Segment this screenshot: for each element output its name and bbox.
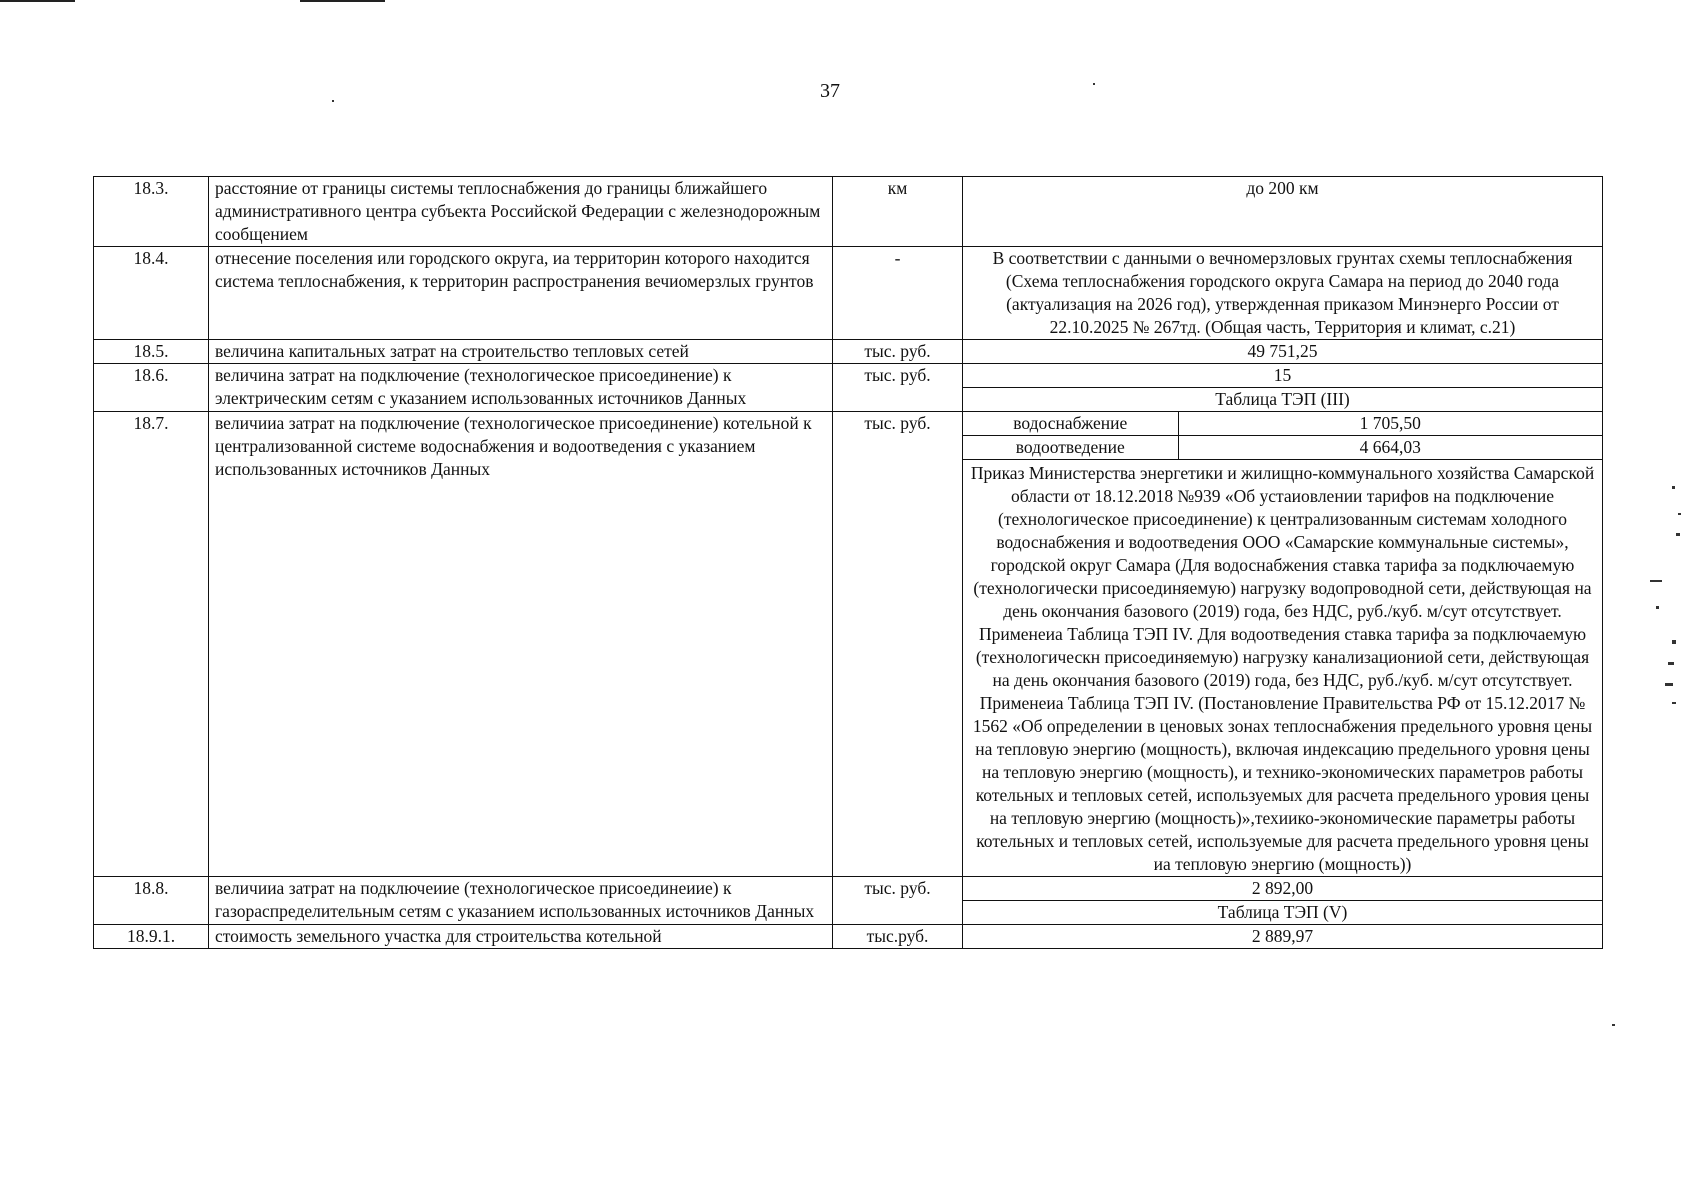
row-value-cell xyxy=(963,364,1603,412)
row-value-cell xyxy=(963,177,1603,247)
row-source: Таблица ТЭП (III) xyxy=(963,387,1602,411)
sub-value-label: водоснабжение xyxy=(963,412,1178,436)
row-unit: тыс. руб. xyxy=(833,877,963,925)
scan-artifact-line xyxy=(0,0,75,2)
scan-speck xyxy=(1656,606,1659,609)
row-description: стоимость земельного участка для строительства котельной xyxy=(209,925,833,949)
page-number: 37 xyxy=(820,80,840,102)
row-value: В соответствии с данными о вечномерзловых грунтах схемы теплоснабжения (Схема теплоснабжения городского округа Самара на период до 2040 года (актуализация на 2026 год), утвержденная приказом Минэнерго России от 22.10.2025 № 267тд. (Общая часть, Территория и климат, с.21) xyxy=(992,248,1573,337)
row-unit: тыс. руб. xyxy=(833,412,963,877)
scan-speck xyxy=(1650,580,1662,582)
sub-value: 4 664,03 xyxy=(1178,436,1602,460)
row-unit: тыс.руб. xyxy=(833,925,963,949)
row-description: величииа затрат на подключение (технологическое присоединение) котельной к централизованной системе водоснабжения и водоотведения с указанием использованных источников Данных xyxy=(209,412,833,877)
row-value: до 200 км xyxy=(1246,178,1319,198)
sub-values-table xyxy=(963,412,1602,460)
row-source: Таблица ТЭП (V) xyxy=(963,900,1602,924)
row-number: 18.9.1. xyxy=(94,925,209,949)
scan-artifact-line xyxy=(300,0,385,2)
table-row xyxy=(94,247,1603,340)
sub-value-row xyxy=(963,412,1602,436)
table-row xyxy=(94,340,1603,364)
row-unit: тыс. руб. xyxy=(833,340,963,364)
scan-speck xyxy=(1676,533,1680,536)
row-description: величина затрат на подключение (технологическое присоединение) к электрическим сетям с указанием использованных источников Данных xyxy=(209,364,833,412)
row-unit: тыс. руб. xyxy=(833,364,963,412)
table-row xyxy=(94,364,1603,412)
scan-speck xyxy=(1672,486,1675,489)
row-number: 18.4. xyxy=(94,247,209,340)
row-value: 2 889,97 xyxy=(1251,926,1314,946)
data-table xyxy=(93,176,1603,949)
scan-speck xyxy=(1612,1024,1615,1026)
sub-value: 1 705,50 xyxy=(1178,412,1602,436)
row-number: 18.3. xyxy=(94,177,209,247)
row-value-cell xyxy=(963,247,1603,340)
row-description: величина капитальных затрат на строительство тепловых сетей xyxy=(209,340,833,364)
row-number: 18.8. xyxy=(94,877,209,925)
row-number: 18.5. xyxy=(94,340,209,364)
table-row xyxy=(94,925,1603,949)
row-description: отнесение поселения или городского округа, иа территорин которого находится система теплоснабжения, к территорин распространения вечиомерзлых грунтов xyxy=(209,247,833,340)
row-value-cell xyxy=(963,340,1603,364)
scan-speck xyxy=(1668,662,1674,665)
table-row xyxy=(94,412,1603,877)
scan-speck xyxy=(1665,683,1673,686)
scan-speck xyxy=(1093,83,1095,85)
row-description: расстояние от границы системы теплоснабжения до границы ближайшего административного центра субъекта Российской Федерации с железнодорожным сообщением xyxy=(209,177,833,247)
row-value: 2 892,00 xyxy=(1251,878,1314,898)
scan-speck xyxy=(332,100,334,102)
row-value-cell xyxy=(963,412,1603,877)
row-description: величииа затрат на подключеиие (технологическое присоединеиие) к газораспределительным сетям с указанием использованных источников Данных xyxy=(209,877,833,925)
row-number: 18.7. xyxy=(94,412,209,877)
row-value-cell xyxy=(963,925,1603,949)
sub-value-label: водоотведение xyxy=(963,436,1178,460)
row-unit: км xyxy=(833,177,963,247)
row-unit: - xyxy=(833,247,963,340)
sub-value-row xyxy=(963,436,1602,460)
row-value: 15 xyxy=(1273,365,1292,385)
table-row xyxy=(94,877,1603,925)
scan-speck xyxy=(1672,640,1676,644)
scan-speck xyxy=(1672,702,1676,704)
row-source: Приказ Министерства энергетики и жилищно-коммунального хозяйства Самарской области от 18.12.2018 №939 «Об устаиовлении тарифов на подключение (технологическое присоединение) к централизованным системам холодного водоснабжения и водоотведения ООО «Самарские коммунальные системы», городской округ Самара (Для водоснабжения ставка тарифа за подключаемую (технологически присоединяемую) нагрузку водопроводной сети, действующая на день окончания базового (2019) года, без НДС, руб./куб. м/сут отсутствует. Применеиа Таблица ТЭП IV. Для водоотведения ставка тарифа за подключаемую (технологическн присоединяемую) нагрузку канализациониой сети, действующая на день окончания базового (2019) года, без НДС, руб./куб. м/сут отсутствует. Применеиа Таблица ТЭП IV. (Постановление Правительства РФ от 15.12.2017 № 1562 «Об определении в ценовых зонах теплоснабжения предельного уровня цены на тепловую энергию (мощность), включая индексацию предельного уровня цены на тепловую энергию (мощность), и технико-экономических параметров работы котельных и тепловых сетей, используемых для расчета предельного уровия цены на тепловую энергию (мощность)»,техиико-экономические параметры работы котельных и тепловых сетей, используемые для расчета предельного уровня цены иа тепловую энергию (мощность)) xyxy=(970,463,1595,874)
row-number: 18.6. xyxy=(94,364,209,412)
table-row xyxy=(94,177,1603,247)
row-value: 49 751,25 xyxy=(1247,341,1318,361)
scan-speck xyxy=(1678,513,1681,515)
row-value-cell xyxy=(963,877,1603,925)
